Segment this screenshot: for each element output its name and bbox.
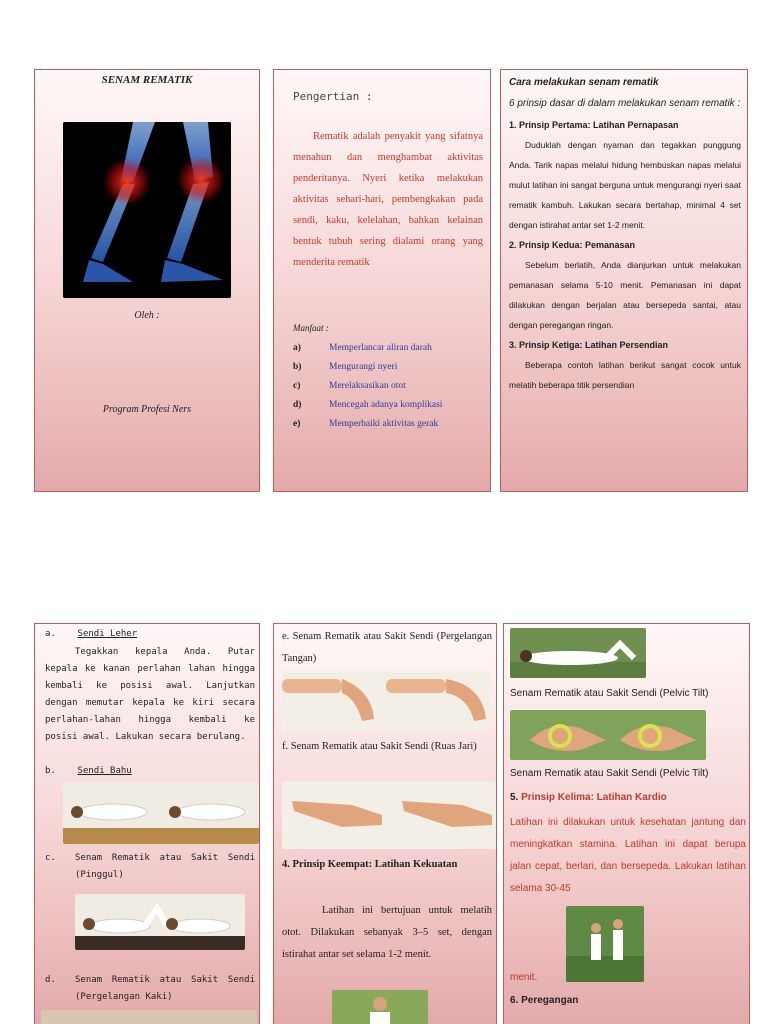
how-to-panel <box>500 69 748 492</box>
hand-exercises-panel <box>273 623 497 1024</box>
lying-person-icon <box>510 628 646 678</box>
principle-5-text-end: menit. <box>510 972 538 983</box>
hip-exercise-photo <box>75 894 245 950</box>
hand-icon <box>282 671 490 731</box>
cover-panel <box>34 69 260 492</box>
hand-icon <box>282 781 496 849</box>
principle-4-heading: 4. Prinsip Keempat: Latihan Kekuatan <box>282 859 458 870</box>
benefits-list <box>293 339 483 434</box>
principle-3-text: Beberapa contoh latihan berikut sangat cocok untuk melatih beberapa titik persendian <box>509 360 741 390</box>
standing-person-icon <box>332 990 428 1024</box>
ankle-exercise-photo <box>41 1010 257 1024</box>
definition-heading: Pengertian : <box>293 90 373 103</box>
exercise-d-heading: d. Senam Rematik atau Sakit Sendi (Pergelangan Kaki) <box>45 975 255 1002</box>
list-item: b) Mengurangi nyeri <box>293 362 398 372</box>
exercise-c-heading: c. Senam Rematik atau Sakit Sendi (Pinggul) <box>45 853 255 880</box>
lying-person-icon <box>63 782 259 844</box>
definition-panel <box>273 69 491 492</box>
list-item: e) Memperbaiki aktivitas gerak <box>293 419 439 429</box>
list-item: d) Mencegah adanya komplikasi <box>293 400 443 410</box>
pelvic-tilt-caption-1: Senam Rematik atau Sakit Sendi (Pelvic Tilt) <box>510 688 709 699</box>
principle-6-heading: 6. Peregangan <box>510 995 579 1006</box>
finger-exercise-photo <box>282 781 496 849</box>
list-item: a) Memperlancar aliran darah <box>293 343 432 353</box>
how-to-title: Cara melakukan senam rematik <box>509 77 659 88</box>
walking-people-icon <box>566 906 644 982</box>
exercise-e-heading: e. Senam Rematik atau Sakit Sendi (Pergelangan Tangan) <box>282 631 492 664</box>
principle-4-text: Latihan ini bertujuan untuk melatih otot. Dilakukan sebanyak 3–5 set, dengan istirahat antar set selama 1-2 menit. <box>282 905 492 960</box>
xray-legs-icon <box>63 122 231 298</box>
principle-2-heading: 2. Prinsip Kedua: Pemanasan <box>509 240 636 250</box>
definition-text: Rematik adalah penyakit yang sifatnya menahun dan menghambat aktivitas penderitanya. Nyeri ketika melakukan aktivitas sehari-hari, pembengkakan pada sendi, kaku, kelelahan, bahkan kelainan bentuk tubuh sering dialami orang yang menderita rematik <box>293 131 483 268</box>
how-to-subtitle: 6 prinsip dasar di dalam melakukan senam rematik : <box>509 98 741 109</box>
joint-exercises-panel <box>34 623 260 1024</box>
list-item: c) Merelaksasikan otot <box>293 381 406 391</box>
exercise-b-heading: b. Sendi Bahu <box>45 766 132 776</box>
exercise-f-heading: f. Senam Rematik atau Sakit Sendi (Ruas Jari) <box>282 741 477 752</box>
exercise-a-heading: a. Sendi Leher <box>45 629 138 639</box>
author-label: Oleh : <box>134 310 160 321</box>
principle-2-text: Sebelum berlatih, Anda dianjurkan untuk melakukan pemanasan selama 5-10 menit. Pemanasan ini dapat dilakukan dengan berjalan atau bersepeda santai, atau dengan peregangan ringan. <box>509 260 741 330</box>
lying-person-icon <box>75 894 245 950</box>
principle-5-heading: 5. Prinsip Kelima: Latihan Kardio <box>510 792 667 803</box>
pelvic-tilt-photo-2 <box>510 710 706 760</box>
principle-3-heading: 3. Prinsip Ketiga: Latihan Persendian <box>509 340 669 350</box>
hand-icon <box>510 710 706 760</box>
brochure-title: SENAM REMATIK <box>101 74 193 86</box>
walking-exercise-photo <box>566 906 644 982</box>
principle-1-text: Duduklah dengan nyaman dan tegakkan punggung Anda. Tarik napas melalui hidung hembuskan napas melalui mulut latihan ini sangat berguna untuk mengurangi nyeri saat rematik kambuh. Lakukan secara bertahap, minimal 4 set dengan istirahat antar set 1-2 menit. <box>509 140 741 230</box>
pelvic-tilt-photo-1 <box>510 628 646 678</box>
wrist-exercise-photo <box>282 671 490 731</box>
benefits-label: Manfaat : <box>293 323 329 333</box>
principle-5-text: Latihan ini dilakukan untuk kesehatan jantung dan meningkatkan stamina. Latihan ini dapat berupa jalan cepat, berlari, dan bersepeda. Lakukan latihan selama 30-45 <box>510 817 746 894</box>
strength-exercise-photo <box>332 990 428 1024</box>
exercise-a-text: Tegakkan kepala Anda. Putar kepala ke kanan perlahan lahan hingga kembali ke posisi awal. Lanjutkan dengan memutar kepala ke kiri secara perlahan-lahan hingga kembali ke posisi awal. Lakukan secara berulang. <box>45 647 255 742</box>
knee-xray-illustration <box>63 122 231 298</box>
principle-1-heading: 1. Prinsip Pertama: Latihan Pernapasan <box>509 120 679 130</box>
shoulder-exercise-photo <box>63 782 259 844</box>
cardio-panel <box>503 623 750 1024</box>
pelvic-tilt-caption-2: Senam Rematik atau Sakit Sendi (Pelvic Tilt) <box>510 768 709 779</box>
program-name: Program Profesi Ners <box>102 404 192 415</box>
